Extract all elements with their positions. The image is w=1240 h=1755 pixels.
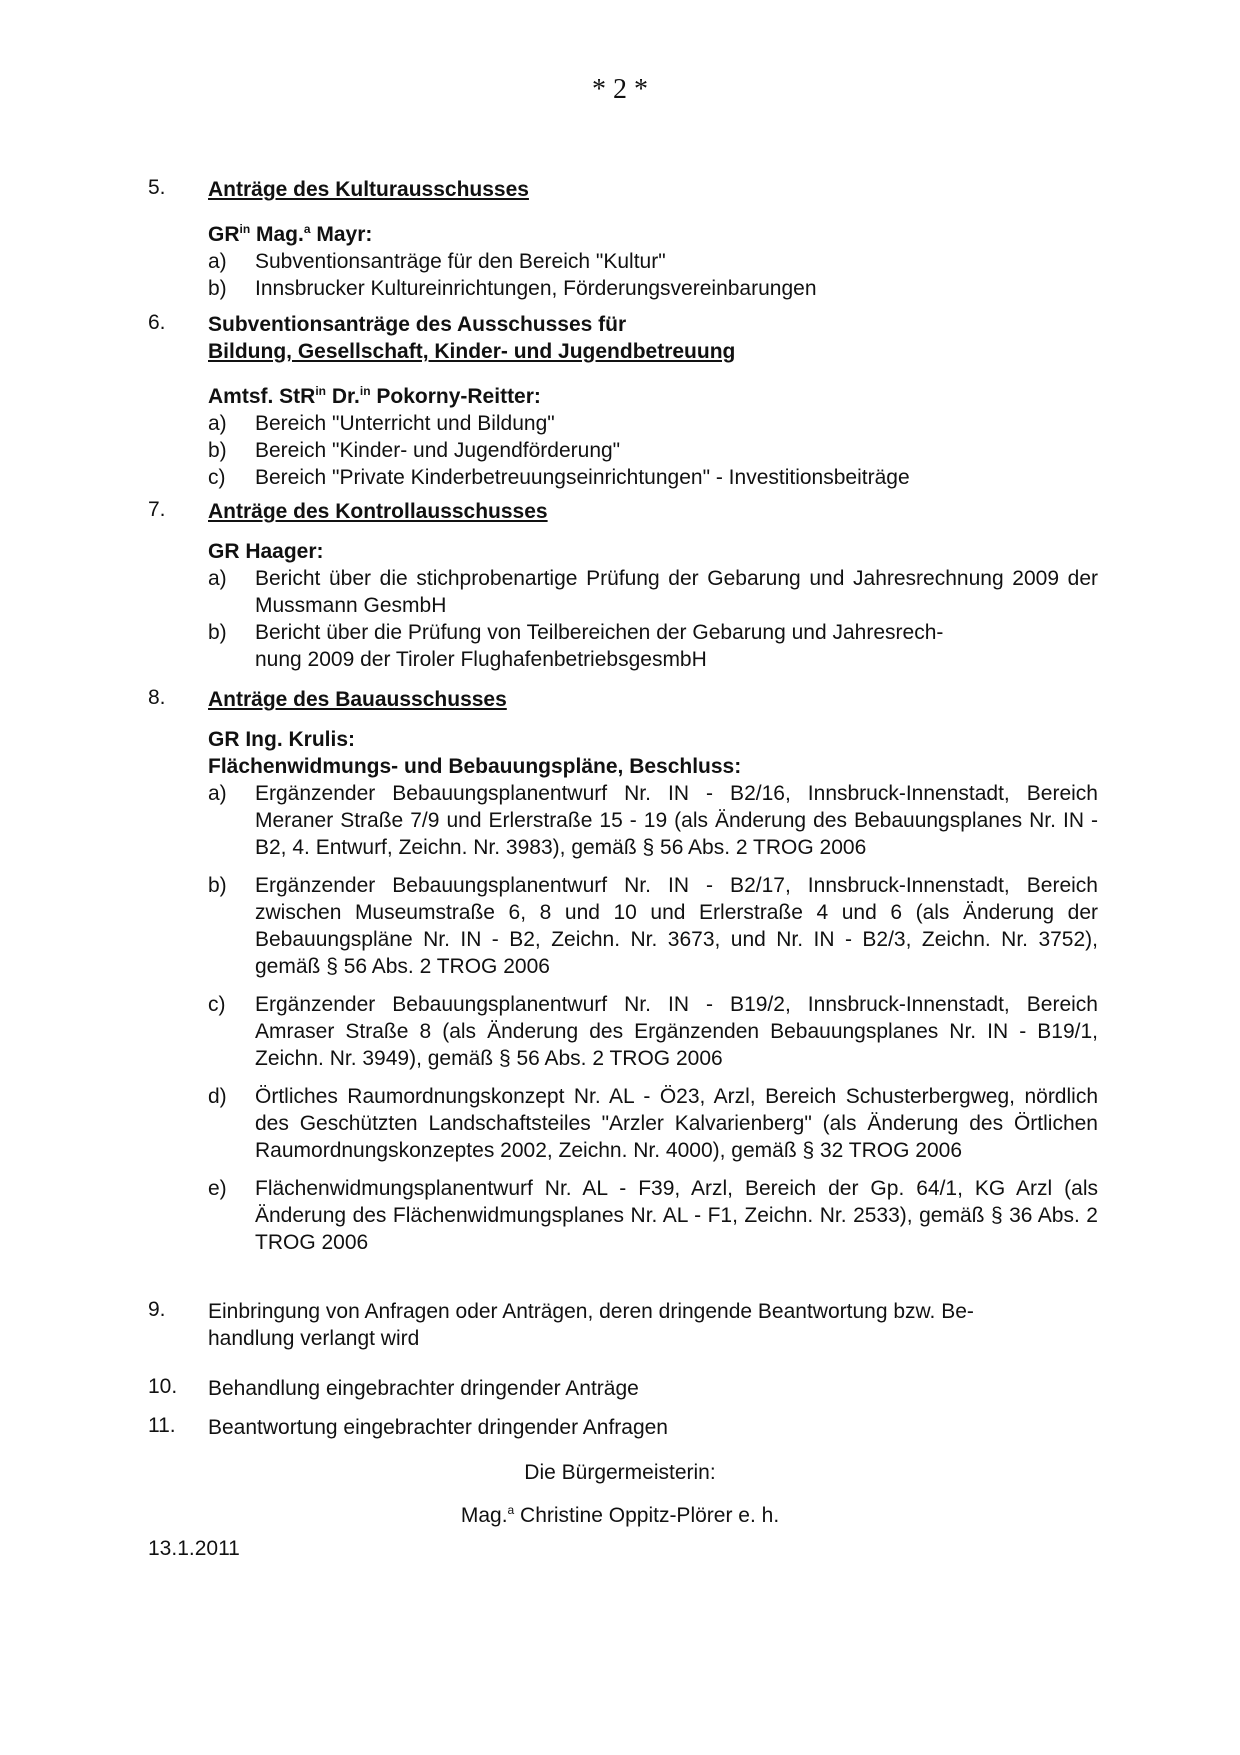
section-title: Anträge des Kontrollausschusses [208,500,548,523]
list-item: e) Flächenwidmungsplanentwurf Nr. AL - F39, Arzl, Bereich der Gp. 64/1, KG Arzl (als Änderung des Flächenwidmungsplanes Nr. AL - F1, Zeichn. Nr. 2533), gemäß § 36 Abs. 2 TROG 2006 [208,1177,1098,1254]
list-item: a) Bereich "Unterricht und Bildung" [208,412,555,435]
list-item: a) Ergänzender Bebauungsplanentwurf Nr. IN - B2/16, Innsbruck-Innenstadt, Bereich Meraner Straße 7/9 und Erlerstraße 15 - 19 (als Änderung des Bebauungsplanes Nr. IN - B2, 4. Entwurf, Zeichn. Nr. 3983), gemäß § 56 Abs. 2 TROG 2006 [208,782,1098,859]
section-text-line-1: Einbringung von Anfragen oder Anträgen, deren dringende Beantwortung bzw. Be- [208,1300,974,1323]
section-9 [148,1298,1098,1352]
page-number: * 2 * [592,74,648,105]
list-item: b) Ergänzender Bebauungsplanentwurf Nr. IN - B2/17, Innsbruck-Innenstadt, Bereich zwischen Museumstraße 6, 8 und 10 und Erlerstraße 4 und 6 (als Änderung der Bebauungspläne Nr. IN - B2, Zeichn. Nr. 3673, und Nr. IN - B2/3, Zeichn. Nr. 3752), gemäß § 56 Abs. 2 TROG 2006 [208,874,1098,978]
section-text: Beantwortung eingebrachter dringender Anfragen [208,1416,668,1439]
section-title: Anträge des Kulturausschusses [208,178,529,201]
speaker: Amtsf. StR$^{in}$ Dr.$^{in}$ Pokorny-Reitter: [208,384,541,408]
section-5 [148,176,1098,302]
section-number: 5. [148,176,166,199]
list-item: a) Bericht über die stichprobenartige Prüfung der Gebarung und Jahresrechnung 2009 der Mussmann GesmbH [208,567,1098,617]
list-item: d) Örtliches Raumordnungskonzept Nr. AL - Ö23, Arzl, Bereich Schusterbergweg, nördlich des Geschützten Landschaftsteiles "Arzler Kalvarienberg" (als Änderung des Örtlichen Raumordnungskonzeptes 2002, Zeichn. Nr. 4000), gemäß § 32 TROG 2006 [208,1085,1098,1162]
list-item: c) Ergänzender Bebauungsplanentwurf Nr. IN - B19/2, Innsbruck-Innenstadt, Bereich Amraser Straße 8 (als Änderung des Ergänzenden Bebauungsplanes Nr. IN - B19/1, Zeichn. Nr. 3949), gemäß § 56 Abs. 2 TROG 2006 [208,993,1098,1070]
list-item: a) Subventionsanträge für den Bereich "Kultur" [208,250,666,273]
section-8 [148,686,1098,1256]
speaker: $GR^{in}$ Mag.$^a$ Mayr: [208,222,373,246]
signature-role: Die Bürgermeisterin: [524,1461,716,1484]
section-title-line-1: Subventionsanträge des Ausschusses für [208,313,627,336]
section-title: Anträge des Bauausschusses [208,688,507,711]
section-text: Behandlung eingebrachter dringender Anträge [208,1377,639,1400]
subtitle: Flächenwidmungs- und Bebauungspläne, Beschluss: [208,755,742,778]
speaker: GR Ing. Krulis: [208,728,355,751]
section-number: 8. [148,686,166,709]
list-item: b) Bereich "Kinder- und Jugendförderung" [208,439,621,462]
list-item: b) Bericht über die Prüfung von Teilbereichen der Gebarung und Jahresrech- nung 2009 der Tiroler FlughafenbetriebsgesmbH [208,621,944,671]
section-7 [148,498,1098,673]
list-item: b) Innsbrucker Kultureinrichtungen, Förderungsvereinbarungen [208,277,817,300]
document-date: 13.1.2011 [148,1537,240,1560]
signature-name: Mag.$^a$ Christine Oppitz-Plörer e. h. [460,1503,780,1527]
section-6 [148,311,1098,491]
section-text-line-2: handlung verlangt wird [208,1327,420,1350]
section-number: 6. [148,311,166,334]
section-title-line-2: Bildung, Gesellschaft, Kinder- und Jugendbetreuung [208,340,736,363]
section-number: 7. [148,498,166,521]
speaker: GR Haager: [208,540,324,563]
section-number: 10. [148,1375,178,1398]
list-item: c) Bereich "Private Kinderbetreuungseinrichtungen" - Investitionsbeiträge [208,466,910,489]
section-10 [148,1375,1098,1402]
section-number: 9. [148,1298,166,1321]
section-11 [148,1414,1098,1441]
section-number: 11. [148,1414,176,1437]
